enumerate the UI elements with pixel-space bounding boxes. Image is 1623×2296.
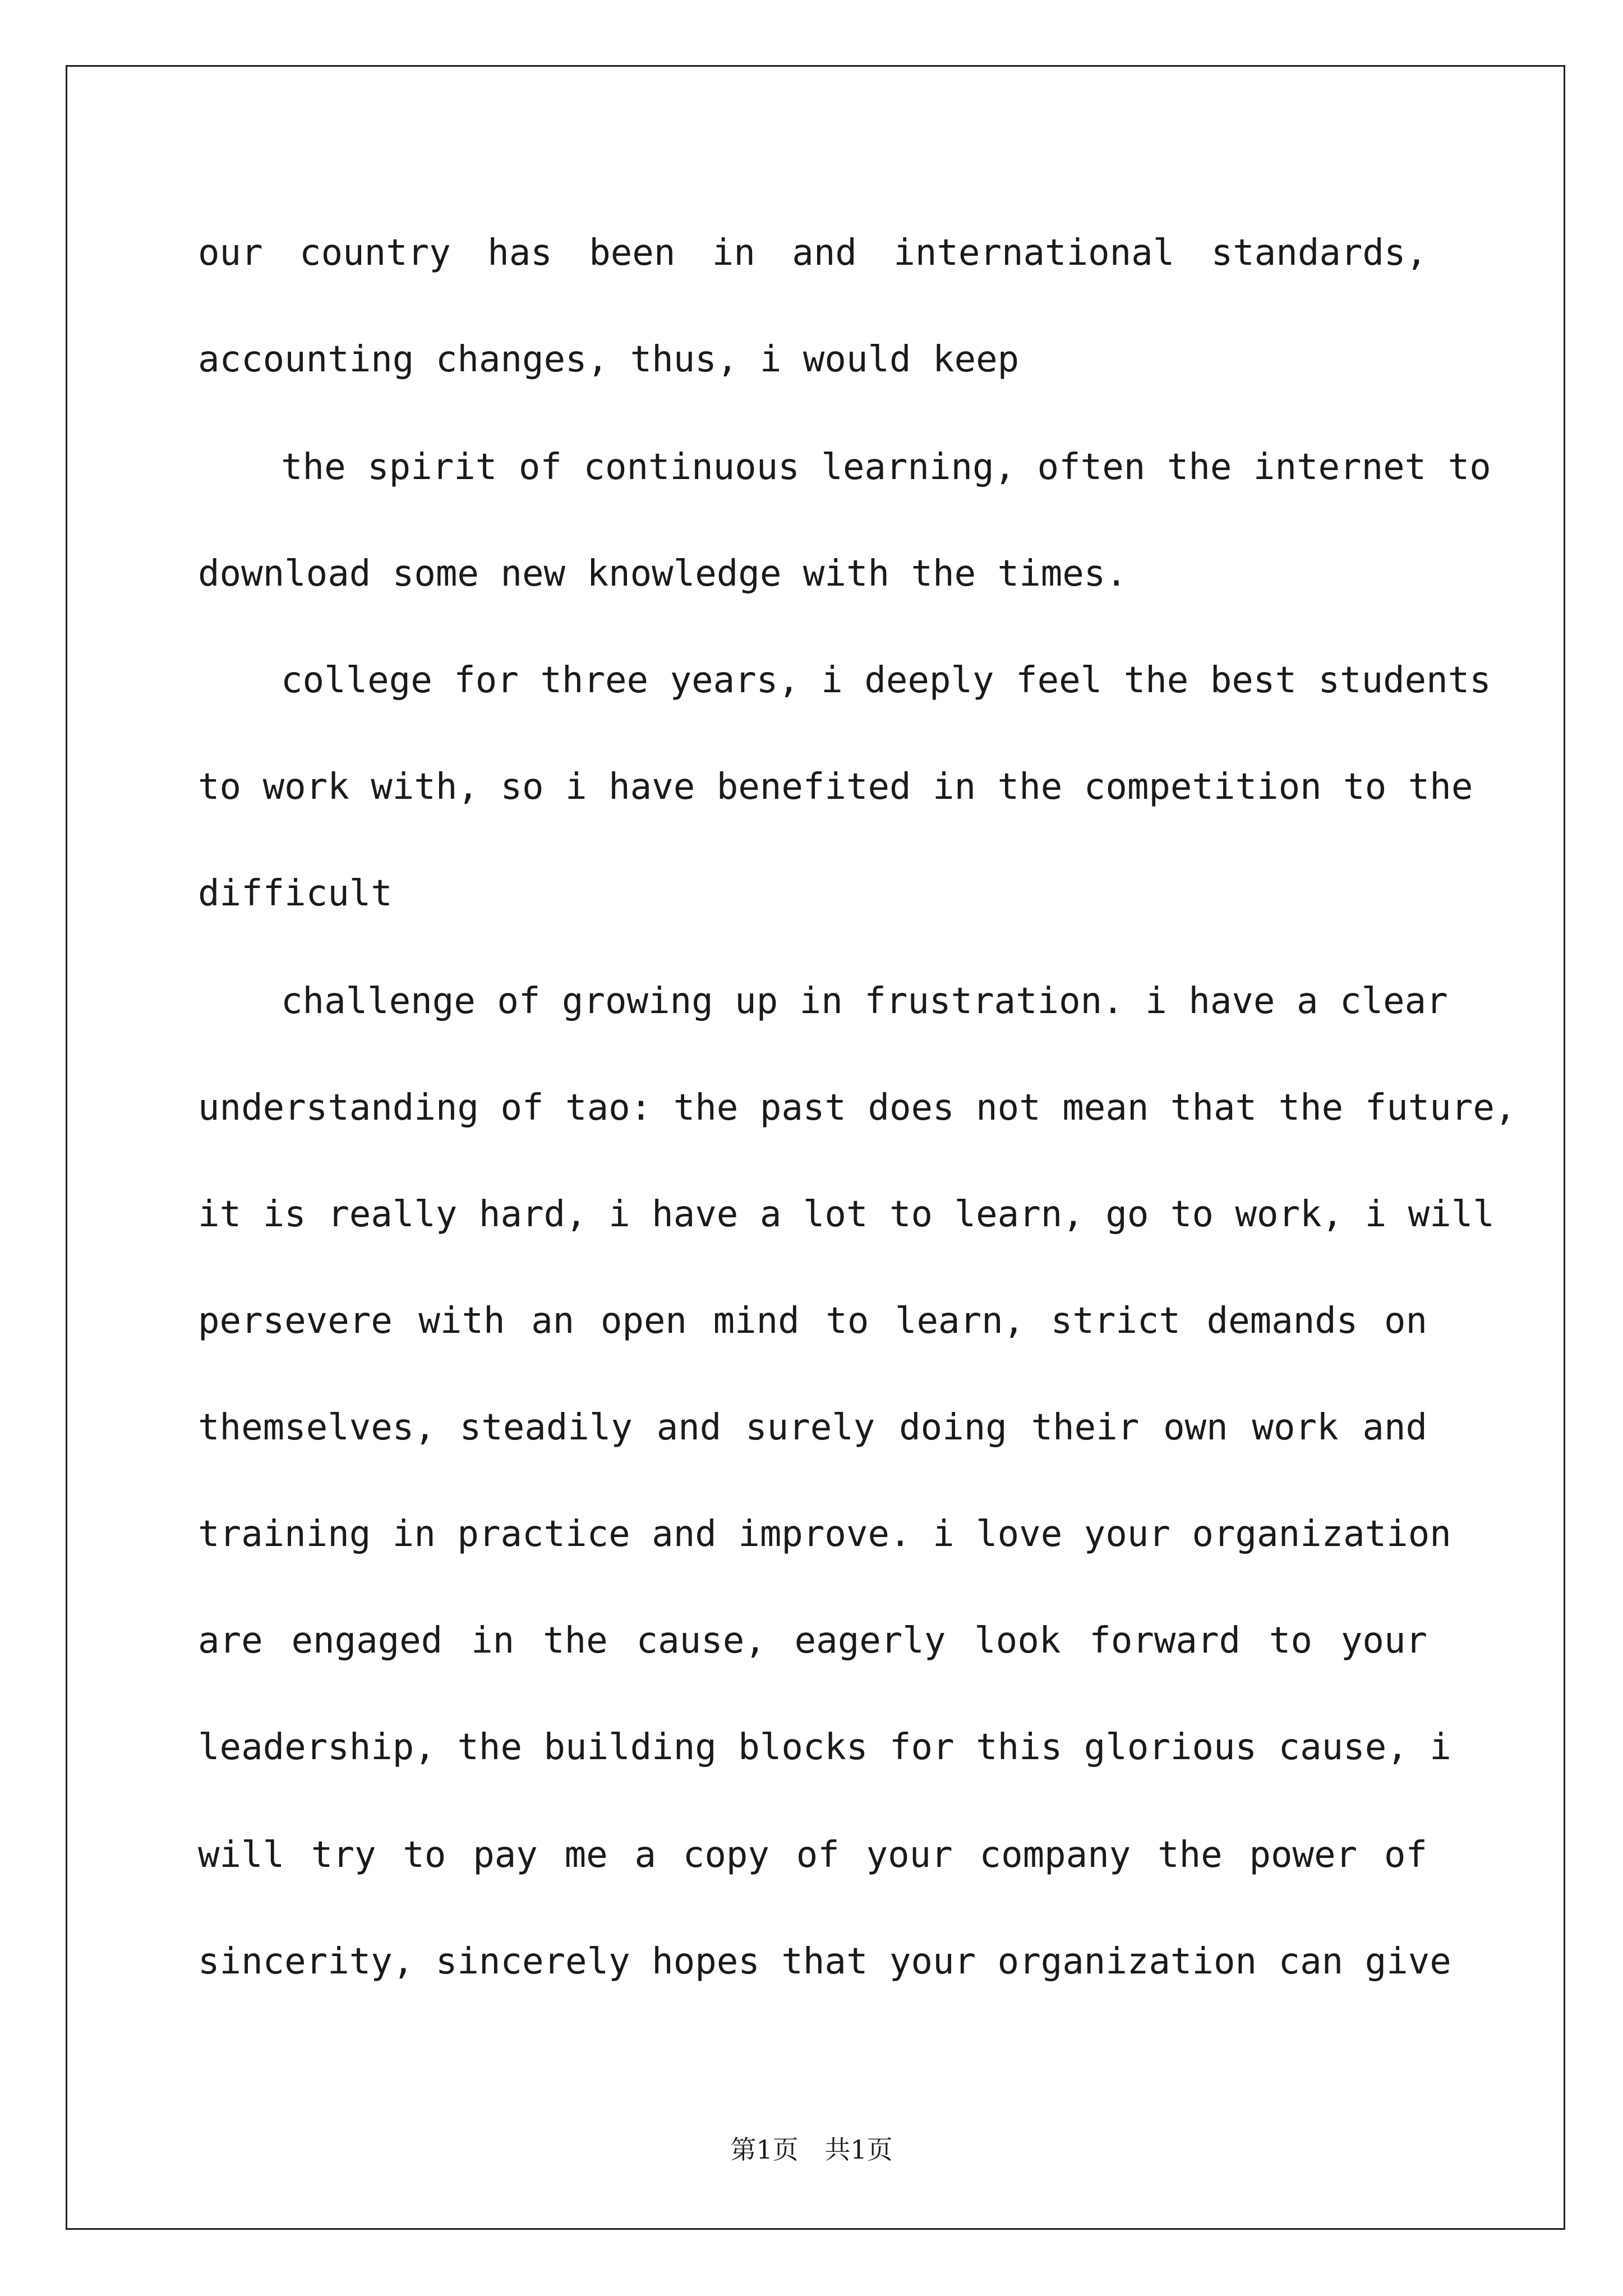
text-line: accounting changes, thus, i would keep	[198, 339, 1020, 380]
text-line: leadership, the building blocks for this glorious cause, i	[198, 1727, 1451, 1768]
page-border	[66, 65, 1565, 2230]
text-line: are engaged in the cause, eagerly look forward to your	[198, 1620, 1427, 1662]
text-line: it is really hard, i have a lot to learn, go to work, i will	[198, 1194, 1495, 1235]
text-line: themselves, steadily and surely doing their own work and	[198, 1407, 1427, 1448]
text-line: to work with, so i have benefited in the competition to the	[198, 766, 1473, 808]
page-number: 第1页	[730, 2134, 799, 2165]
text-line: training in practice and improve. i love your organization	[198, 1513, 1451, 1555]
text-line: college for three years, i deeply feel the best students	[281, 660, 1491, 701]
page-total: 共1页	[824, 2134, 893, 2165]
text-line: our country has been in and international standards,	[198, 232, 1427, 274]
page-footer	[0, 2129, 1623, 2166]
text-line: the spirit of continuous learning, often the internet to	[281, 447, 1491, 488]
text-line: persevere with an open mind to learn, strict demands on	[198, 1300, 1427, 1342]
text-line: understanding of tao: the past does not mean that the future,	[198, 1087, 1516, 1129]
text-line: difficult	[198, 873, 393, 914]
text-line: download some new knowledge with the times.	[198, 553, 1127, 595]
text-line: sincerity, sincerely hopes that your organization can give	[198, 1941, 1451, 1982]
text-line: challenge of growing up in frustration. i have a clear	[281, 981, 1448, 1022]
text-line: will try to pay me a copy of your company the power of	[198, 1834, 1427, 1876]
